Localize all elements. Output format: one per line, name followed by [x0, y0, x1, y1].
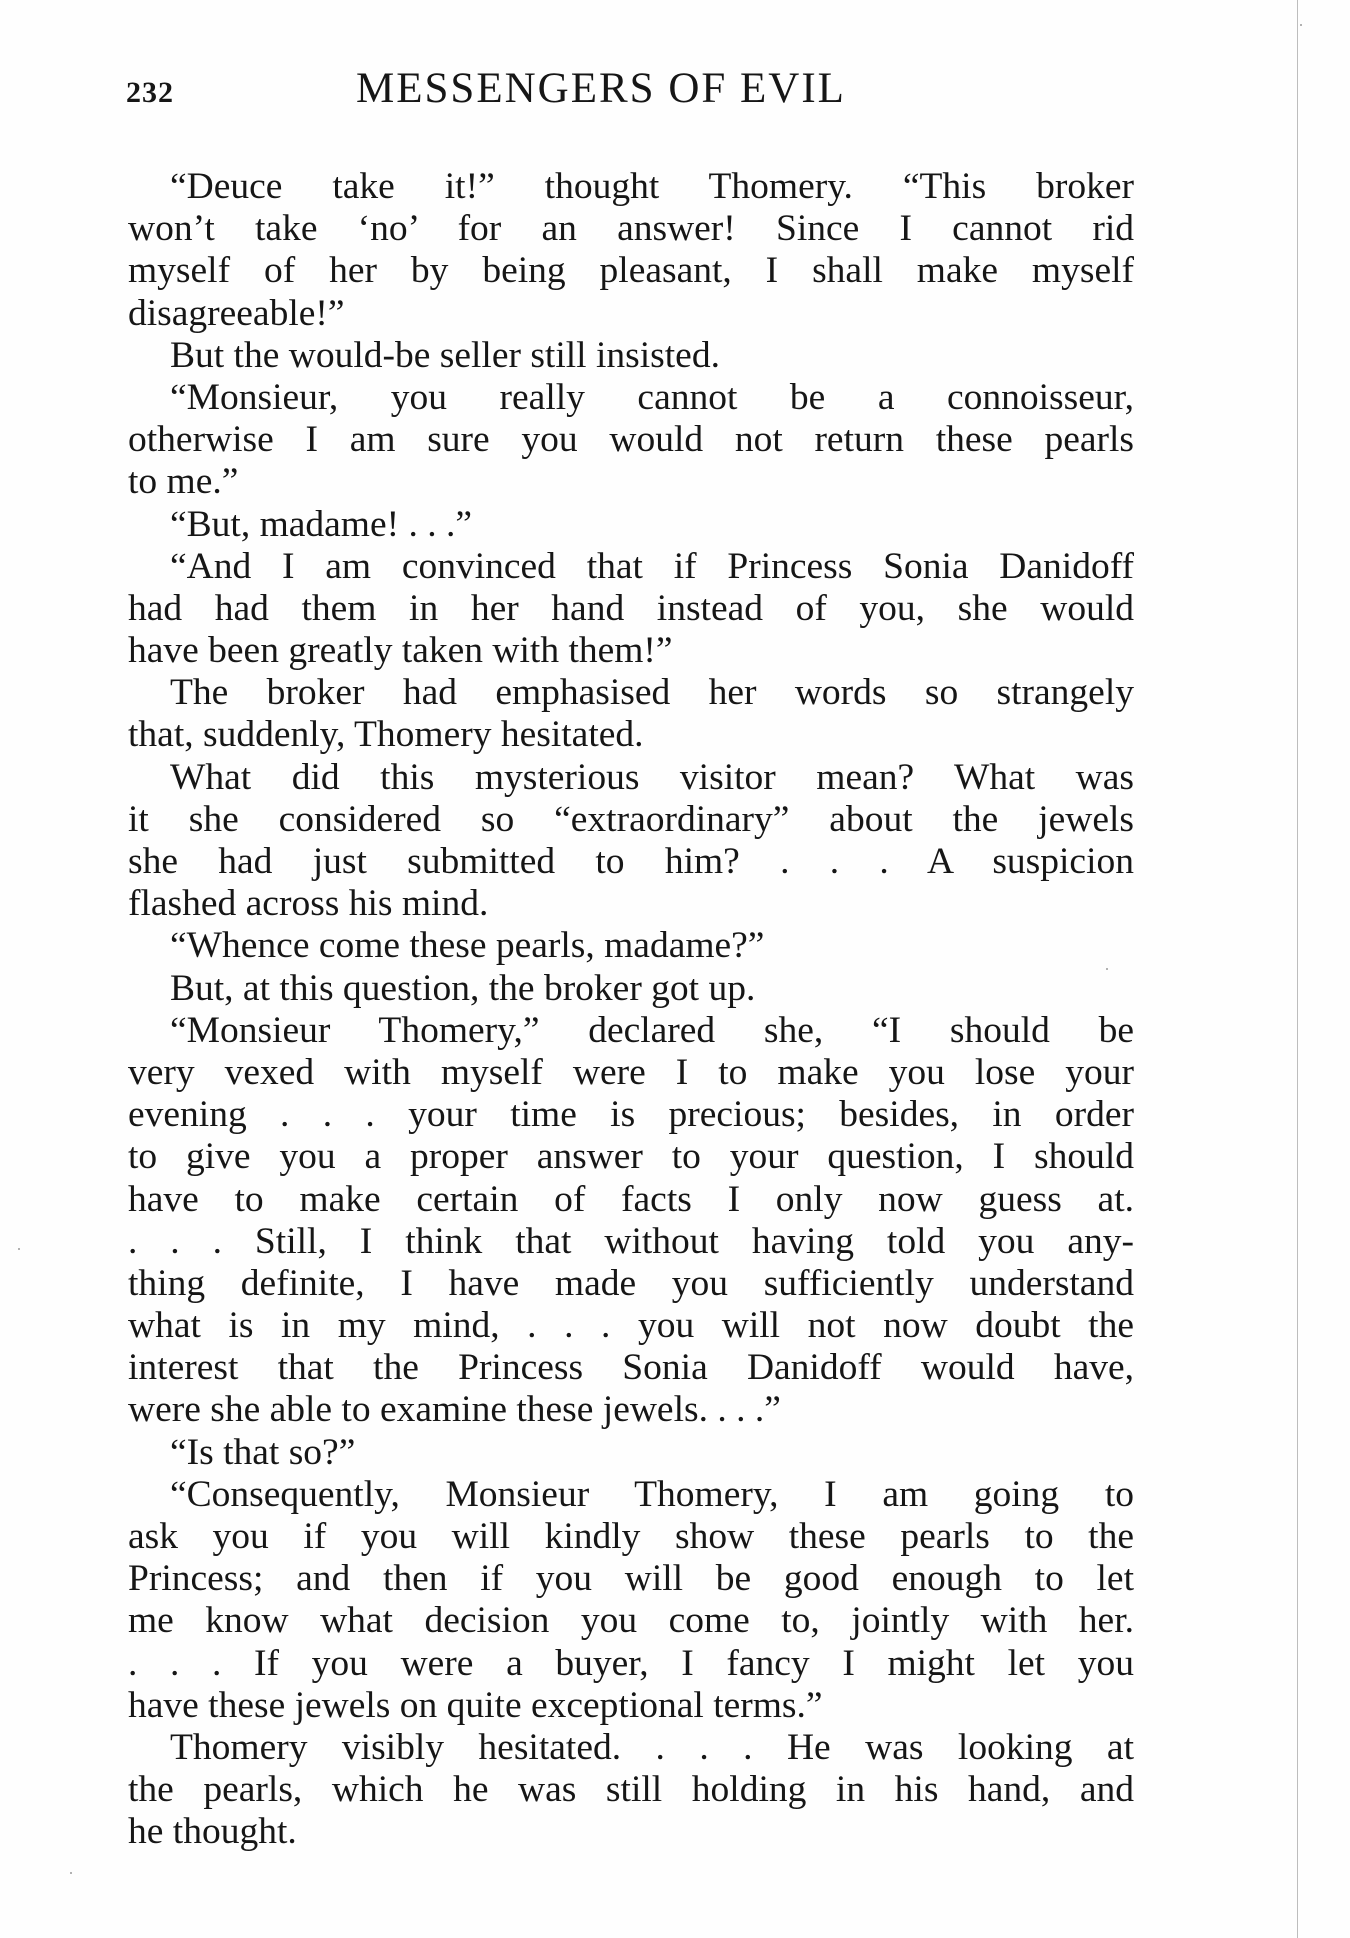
text-line: “Deuce take it!” thought Thomery. “This broker — [170, 166, 1134, 207]
text-line: But, at this question, the broker got up. — [170, 967, 756, 1009]
text-line: to give you a proper answer to your question, I should — [128, 1136, 1134, 1178]
text-line: the pearls, which he was still holding in his hand, and — [128, 1769, 1134, 1811]
text-line: he thought. — [128, 1811, 297, 1853]
text-line: me know what decision you come to, jointly with her. — [128, 1600, 1134, 1642]
text-line: were she able to examine these jewels. . . .” — [128, 1389, 781, 1431]
text-line: she had just submitted to him? . . . A suspicion — [128, 841, 1134, 882]
text-line: . . . Still, I think that without having told you any- — [128, 1220, 1134, 1262]
text-line: won’t take ‘no’ for an answer! Since I cannot rid — [128, 208, 1134, 250]
text-line: that, suddenly, Thomery hesitated. — [128, 714, 644, 756]
text-line: “Consequently, Monsieur Thomery, I am going to — [170, 1473, 1134, 1515]
scan-speck — [1300, 24, 1302, 26]
page-number: 232 — [126, 76, 174, 109]
text-line: disagreeable!” — [128, 292, 345, 334]
text-line: “But, madame! . . .” — [170, 503, 472, 545]
text-line: have these jewels on quite exceptional terms.” — [128, 1684, 823, 1726]
text-line: it she considered so “extraordinary” about the jewels — [128, 798, 1134, 840]
text-line: have been greatly taken with them!” — [128, 630, 673, 672]
text-line: interest that the Princess Sonia Danidoff would have, — [128, 1347, 1134, 1389]
text-line: myself of her by being pleasant, I shall make myself — [128, 250, 1134, 292]
text-line: “Monsieur Thomery,” declared she, “I should be — [170, 1009, 1134, 1051]
text-line: “And I am convinced that if Princess Sonia Danidoff — [170, 545, 1134, 587]
text-line: What did this mysterious visitor mean? What was — [170, 756, 1134, 798]
text-line: otherwise I am sure you would not return these pearls — [128, 419, 1134, 461]
text-line: “Is that so?” — [170, 1431, 356, 1473]
text-line: “Monsieur, you really cannot be a connoisseur, — [170, 376, 1134, 418]
running-head: MESSENGERS OF EVIL — [356, 65, 846, 112]
page-header — [126, 64, 1134, 120]
margin-scan-line — [1297, 0, 1298, 1938]
text-line: ask you if you will kindly show these pearls to the — [128, 1516, 1134, 1557]
scan-speck — [70, 1872, 72, 1874]
scan-speck — [18, 1248, 20, 1250]
text-line: But the would-be seller still insisted. — [170, 334, 720, 376]
text-line: Princess; and then if you will be good enough to let — [128, 1558, 1134, 1600]
body-text — [128, 166, 1134, 1854]
text-line: Thomery visibly hesitated. . . . He was looking at — [170, 1726, 1134, 1768]
text-line: . . . If you were a buyer, I fancy I might let you — [128, 1642, 1134, 1684]
text-line: evening . . . your time is precious; besides, in order — [128, 1094, 1134, 1136]
text-line: thing definite, I have made you sufficiently understand — [128, 1262, 1134, 1304]
text-line: what is in my mind, . . . you will not now doubt the — [128, 1305, 1134, 1347]
text-line: The broker had emphasised her words so strangely — [170, 672, 1134, 714]
text-line: to me.” — [128, 461, 239, 503]
scan-speck — [1106, 968, 1108, 970]
text-line: “Whence come these pearls, madame?” — [170, 925, 765, 967]
text-line: very vexed with myself were I to make you lose your — [128, 1051, 1134, 1093]
text-line: had had them in her hand instead of you, she would — [128, 587, 1134, 629]
text-line: have to make certain of facts I only now guess at. — [128, 1178, 1134, 1220]
text-line: flashed across his mind. — [128, 883, 489, 925]
